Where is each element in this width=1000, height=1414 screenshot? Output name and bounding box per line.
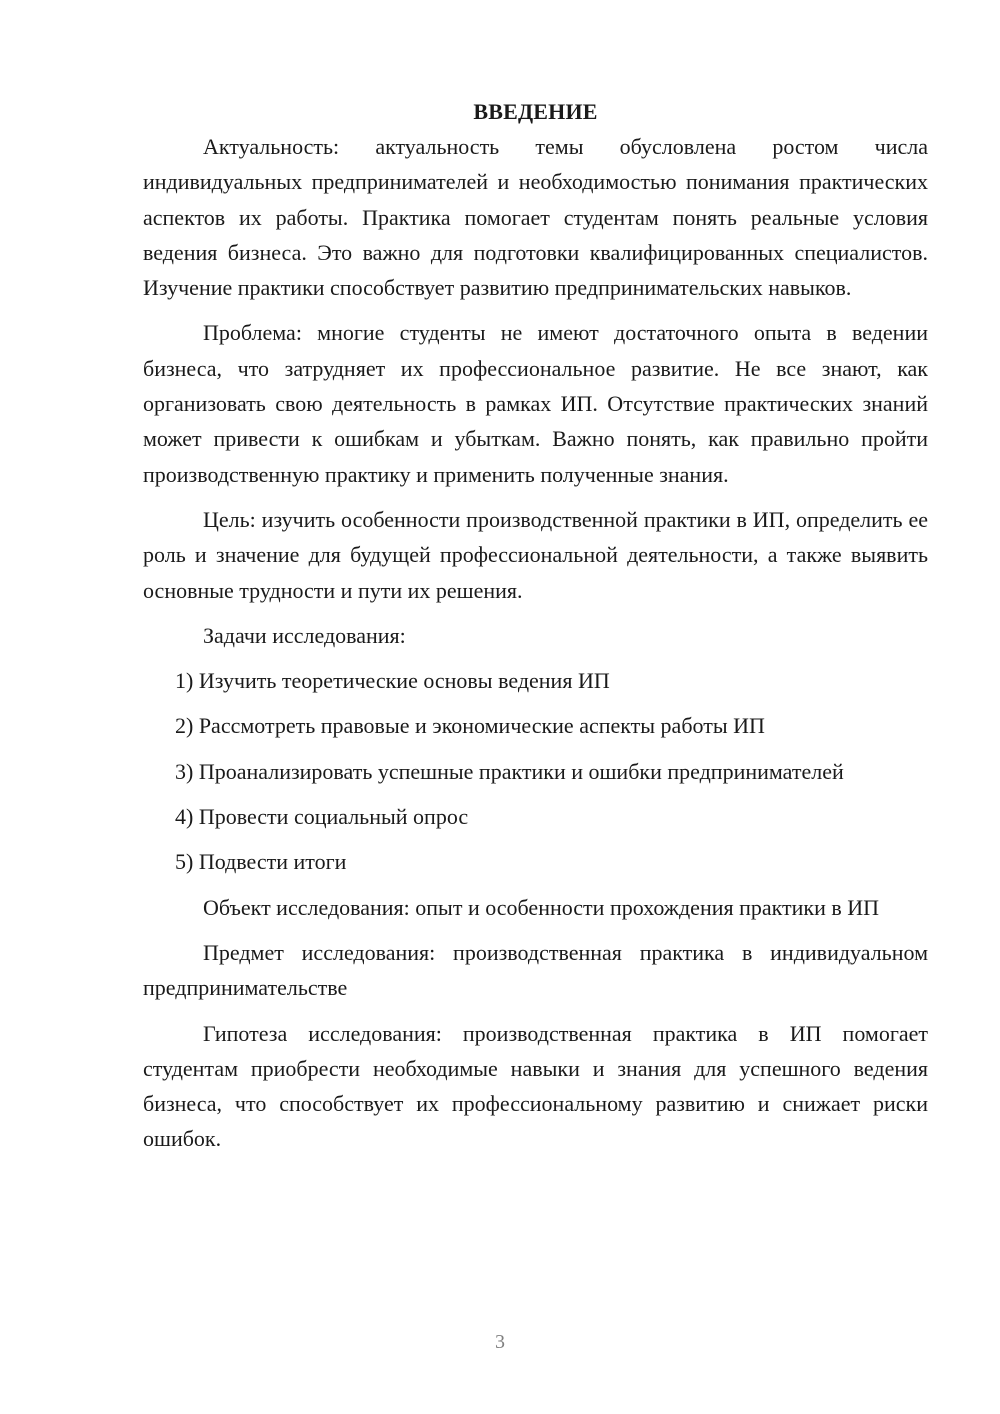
- section-title: ВВЕДЕНИЕ: [473, 99, 598, 124]
- paragraph-relevance: Актуальность: актуальность темы обусловлена ростом числа индивидуальных предпринимателей и необходимостью понимания практических аспектов их работы. Практика помогает студентам понять реальные условия ведения бизнеса. Это важно для подготовки квалифицированных специалистов. Изучение практики способствует развитию предпринимательских навыков.: [143, 134, 928, 301]
- task-item-2: 2) Рассмотреть правовые и экономические аспекты работы ИП: [175, 713, 765, 739]
- task-item-5: 5) Подвести итоги: [175, 849, 347, 875]
- paragraph-object: Объект исследования: опыт и особенности прохождения практики в ИП: [203, 894, 880, 920]
- paragraph-subject: Предмет исследования: производственная практика в индивидуальном предпринимательстве: [143, 939, 928, 1001]
- task-item-4: 4) Провести социальный опрос: [175, 804, 469, 830]
- task-item-3: 3) Проанализировать успешные практики и ошибки предпринимателей: [175, 758, 844, 784]
- paragraph-problem: Проблема: многие студенты не имеют достаточного опыта в ведении бизнеса, что затрудняет их профессиональное развитие. Не все знают, как организовать свою деятельность в рамках ИП. Отсутствие практических знаний может привести к ошибкам и убыткам. Важно понять, как правильно пройти производственную практику и применить полученные знания.: [143, 320, 928, 487]
- page-number: 3: [495, 1331, 505, 1353]
- document-page: [143, 94, 928, 1167]
- paragraph-hypothesis: Гипотеза исследования: производственная практика в ИП помогает студентам приобрести необходимые навыки и знания для успешного ведения бизнеса, что способствует их профессиональному развитию и снижает риски ошибок.: [143, 1020, 928, 1152]
- task-item-1: 1) Изучить теоретические основы ведения ИП: [175, 668, 610, 694]
- paragraph-goal: Цель: изучить особенности производственной практики в ИП, определить ее роль и значение для будущей профессиональной деятельности, а также выявить основные трудности и пути их решения.: [143, 506, 928, 603]
- tasks-heading: Задачи исследования:: [203, 622, 406, 648]
